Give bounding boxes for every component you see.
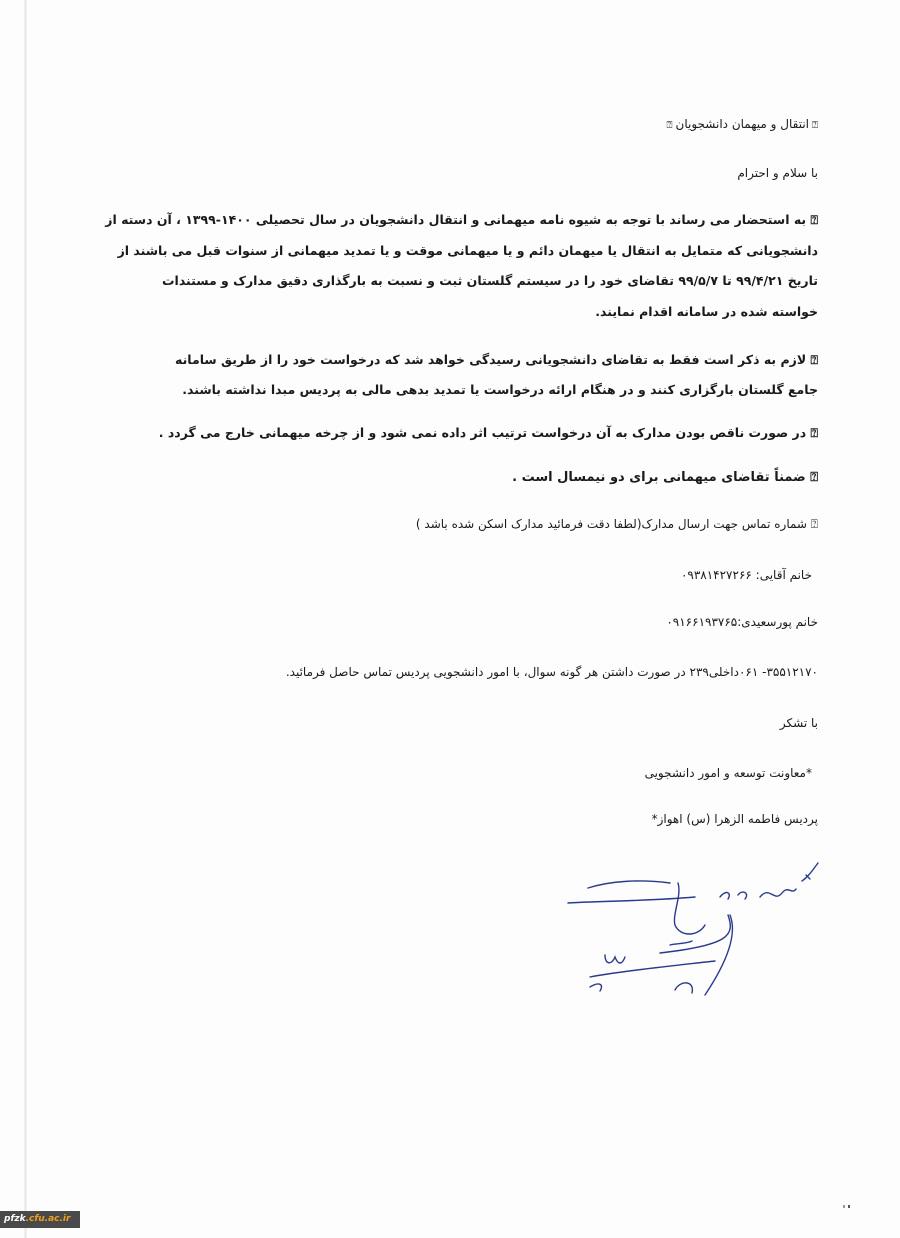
paragraph-line: جامع گلستان بارگزاری کنند و در هنگام ارائه درخواست یا تمدید بدهی مالی به پردیس مبدا نداشته باشند. — [182, 382, 818, 397]
watermark-prefix: pfzk — [4, 1214, 26, 1224]
title-text: انتقال و میهمان دانشجویان — [675, 117, 809, 131]
paragraph-line: دانشجویانی که متمایل به انتقال یا میهمان دائم و یا میهمانی موقت و یا تمدید میهمانی از سنوات قبل می باشند از — [117, 242, 818, 258]
contact-name: خانم آقایی: — [755, 568, 812, 582]
paragraph-two-semesters: ⍰ ضمناً تقاضای میهمانی برای دو نیمسال است . — [512, 470, 818, 485]
contact-1 — [681, 568, 812, 582]
signature-office: *معاونت توسعه و امور دانشجویی — [644, 766, 812, 780]
contact-2 — [666, 615, 818, 629]
paragraph-registration-dates — [105, 205, 818, 327]
signature-campus: پردیس فاطمه الزهرا (س) اهواز* — [651, 812, 818, 826]
contact-phone: ۰۹۳۸۱۴۲۷۲۶۶ — [680, 568, 752, 582]
contact-phone: ۰۹۱۶۶۱۹۳۷۶۵ — [666, 615, 738, 629]
paragraph-line: ⍰ به استحضار می رساند با توجه به شیوه نامه میهمانی و انتقال دانشجویان در سال تحصیلی ۱۴۰۰-۱۳۹۹ ، آن دسته از — [105, 212, 818, 227]
site-watermark — [0, 1211, 80, 1228]
paragraph-line: ⍰ لازم به ذکر است فقط به تقاضای دانشجویانی رسیدگی خواهد شد که درخواست خود را از طریق سامانه — [175, 352, 818, 367]
scan-speck — [848, 1205, 850, 1208]
contact-name: خانم پورسعیدی: — [737, 615, 818, 629]
watermark-domain: .cfu.ac.ir — [25, 1214, 71, 1224]
closing: با تشکر — [779, 716, 818, 730]
paragraph-line: تاریخ ۹۹/۴/۲۱ تا ۹۹/۵/۷ تقاضای خود را در سیستم گلستان ثبت و نسبت به بارگذاری دقیق مدارک و مستندات — [161, 273, 818, 288]
handwritten-signature — [560, 845, 860, 1010]
document-title — [664, 117, 818, 131]
paragraph-requirements — [140, 345, 818, 405]
scan-speck — [843, 1205, 845, 1208]
missing-glyph-icon: ⍰ — [812, 120, 818, 131]
contact-heading: ⍰ شماره تماس جهت ارسال مدارک(لطفا دقت فرمائید مدارک اسکن شده باشد ) — [415, 517, 818, 531]
greeting: با سلام و احترام — [737, 166, 818, 180]
paragraph-line: خواسته شده در سامانه اقدام نمایند. — [595, 303, 818, 319]
missing-glyph-icon: ⍰ — [666, 120, 673, 131]
paragraph-incomplete-documents: ⍰ در صورت ناقص بودن مدارک به آن درخواست ترتیب اثر داده نمی شود و از چرخه میهمانی خارج می گردد . — [158, 425, 818, 440]
office-contact-line: ۳۵۵۱۲۱۷۰- ۰۶۱داخلی۲۳۹ در صورت داشتن هر گونه سوال، با امور دانشجویی پردیس تماس حاصل فرمائید. — [285, 665, 818, 679]
